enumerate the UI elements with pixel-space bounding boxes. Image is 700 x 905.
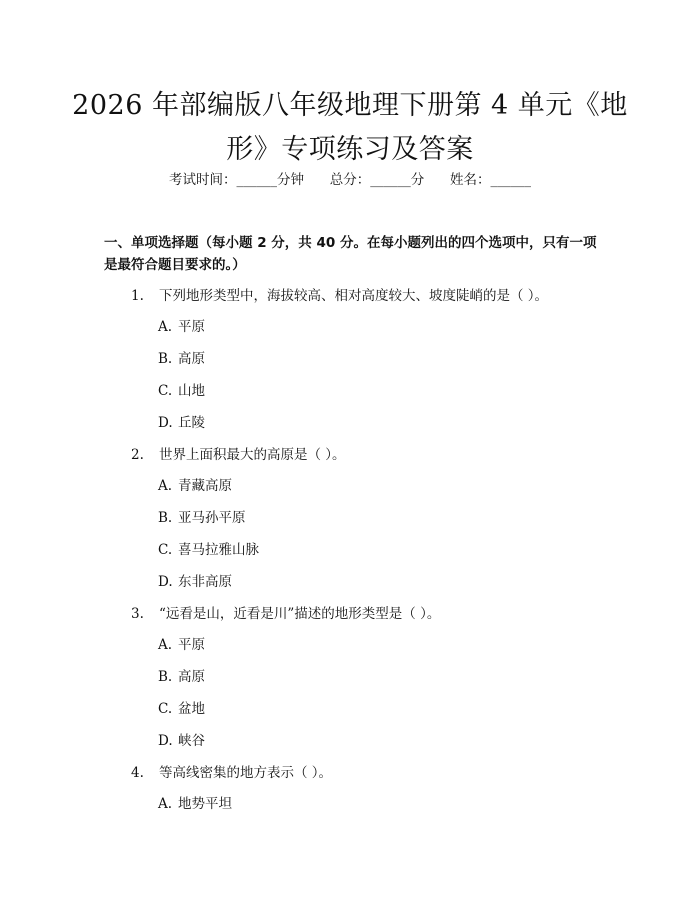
question-4 xyxy=(131,761,332,781)
option-text: 平原 xyxy=(178,319,205,335)
exam-info: 考试时间：______分钟 总分：______分 姓名：______ xyxy=(169,172,531,188)
option-text: 山地 xyxy=(178,383,205,399)
option-letter: A. xyxy=(158,796,173,812)
question-1 xyxy=(131,284,548,304)
question-text: “远看是山，近看是川”描述的地形类型是（ ）。 xyxy=(159,606,441,622)
option-text: 亚马孙平原 xyxy=(178,510,246,526)
option-letter: A. xyxy=(158,637,173,653)
option-2a xyxy=(158,474,232,494)
question-number: 2. xyxy=(131,447,144,463)
option-text: 盆地 xyxy=(178,701,205,717)
document-title xyxy=(60,84,640,172)
section-heading xyxy=(104,232,604,276)
option-text: 地势平坦 xyxy=(178,796,232,812)
option-letter: C. xyxy=(158,542,173,558)
option-text: 高原 xyxy=(178,669,205,685)
option-letter: B. xyxy=(158,510,173,526)
option-2c xyxy=(158,538,259,558)
option-1d xyxy=(158,411,205,431)
question-3 xyxy=(131,602,440,622)
option-3a xyxy=(158,633,205,653)
question-number: 3. xyxy=(131,606,144,622)
option-letter: C. xyxy=(158,383,173,399)
question-number: 1. xyxy=(131,288,144,304)
option-4a xyxy=(158,792,232,812)
option-letter: A. xyxy=(158,478,173,494)
option-letter: B. xyxy=(158,669,173,685)
option-text: 青藏高原 xyxy=(178,478,232,494)
option-2d xyxy=(158,570,232,590)
option-letter: A. xyxy=(158,319,173,335)
option-1c xyxy=(158,379,205,399)
option-letter: D. xyxy=(158,415,173,431)
option-3c xyxy=(158,697,205,717)
option-1a xyxy=(158,315,205,335)
question-2 xyxy=(131,443,346,463)
title-line-1: 2026 年部编版八年级地理下册第 4 单元《地 xyxy=(72,90,628,121)
option-letter: D. xyxy=(158,574,173,590)
option-text: 喜马拉雅山脉 xyxy=(178,542,259,558)
option-letter: C. xyxy=(158,701,173,717)
question-text: 等高线密集的地方表示（ ）。 xyxy=(159,765,333,781)
option-letter: B. xyxy=(158,351,173,367)
section-heading-line-2: 是最符合题目要求的。） xyxy=(104,257,246,273)
title-line-2: 形》专项练习及答案 xyxy=(226,134,474,165)
question-text: 世界上面积最大的高原是（ ）。 xyxy=(159,447,346,463)
option-text: 平原 xyxy=(178,637,205,653)
section-heading-line-1: 一、单项选择题（每小题 2 分，共 40 分。在每小题列出的四个选项中，只有一项 xyxy=(104,235,597,251)
option-text: 峡谷 xyxy=(178,733,205,749)
option-3b xyxy=(158,665,205,685)
question-number: 4. xyxy=(131,765,144,781)
option-letter: D. xyxy=(158,733,173,749)
option-1b xyxy=(158,347,205,367)
option-text: 东非高原 xyxy=(178,574,232,590)
option-text: 丘陵 xyxy=(178,415,205,431)
option-text: 高原 xyxy=(178,351,205,367)
question-text: 下列地形类型中，海拔较高、相对高度较大、坡度陡峭的是（ ）。 xyxy=(159,288,549,304)
option-3d xyxy=(158,729,205,749)
option-2b xyxy=(158,506,246,526)
